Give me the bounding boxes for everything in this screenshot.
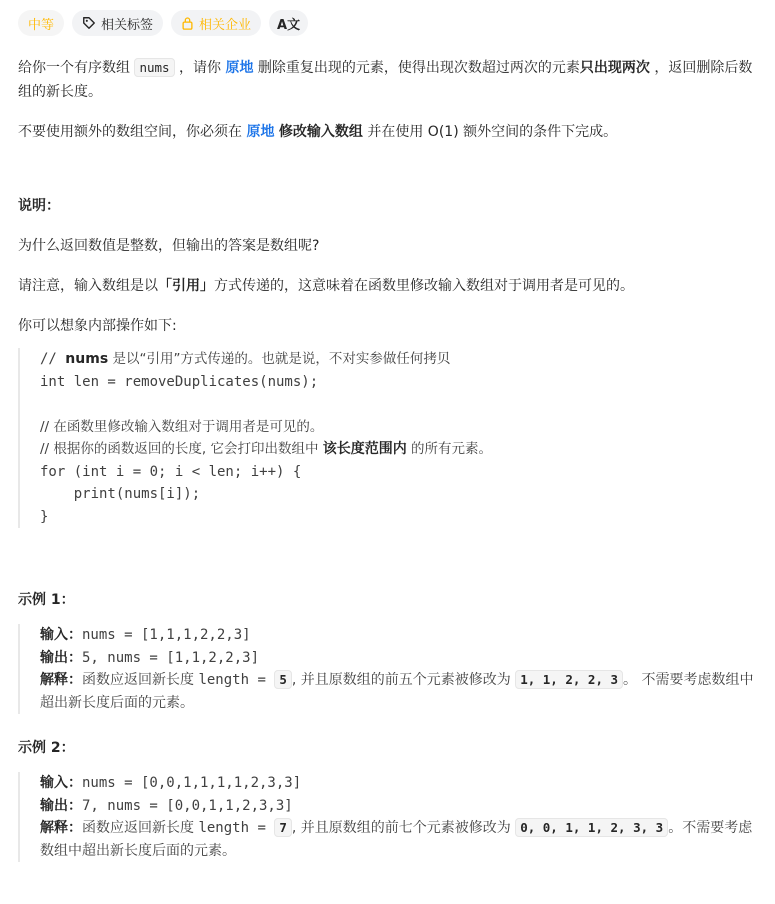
translate-icon: A文 — [277, 17, 301, 33]
input-label: 输入： — [40, 627, 82, 643]
description-paragraph-1 — [18, 56, 759, 104]
related-companies-button[interactable] — [171, 10, 261, 36]
highlight-in-place: 原地 — [225, 60, 254, 76]
text: , 并且原数组的前五个元素被修改为 — [291, 672, 516, 688]
description-paragraph-2 — [18, 120, 759, 144]
code-bold: 该长度范围内 — [322, 441, 407, 457]
text: ，返回删除后数组的新长度。 — [18, 60, 753, 100]
text: 函数应返回新长度 — [82, 672, 199, 688]
inline-code: 7 — [274, 818, 292, 837]
bold-text: 「引用」 — [158, 278, 214, 294]
translate-button[interactable] — [269, 10, 308, 36]
example-2-explanation — [40, 817, 759, 862]
output-value: 7, nums = [0,0,1,1,2,3,3] — [82, 797, 293, 814]
related-tags-button[interactable] — [72, 10, 163, 36]
code-line: int len = removeDuplicates(nums); — [40, 373, 319, 390]
text: 。不需要考虑数组中超出新长度后面的元素。 — [40, 820, 753, 859]
text: 。 不需要考虑数组中超出新长度后面的元素。 — [40, 672, 754, 711]
example-1-input — [40, 624, 759, 647]
explanation-paragraph-1 — [18, 274, 759, 298]
text: 给你一个有序数组 — [18, 60, 135, 76]
code-line: print(nums[i]); — [40, 486, 201, 502]
output-label: 输出： — [40, 797, 82, 814]
code-comment: // 根据你的函数返回的长度, 它会打印出数组中 — [40, 441, 323, 457]
text: ，请你 — [174, 60, 226, 76]
mono-text: length = — [198, 672, 275, 688]
example-1-explanation — [40, 669, 759, 714]
code-comment: 的所有元素。 — [406, 441, 493, 457]
code-line — [40, 348, 759, 371]
lock-icon — [181, 16, 194, 30]
text: , 并且原数组的前七个元素被修改为 — [291, 820, 516, 836]
inline-code: 0, 0, 1, 1, 2, 3, 3 — [515, 818, 668, 837]
example-1-output — [40, 647, 759, 670]
related-tags-label: 相关标签 — [101, 17, 154, 33]
input-label: 输入： — [40, 775, 82, 791]
code-text: // — [40, 351, 66, 367]
tag-row — [18, 10, 759, 36]
inline-code: 1, 1, 2, 2, 3 — [515, 670, 623, 689]
example-2-block — [18, 772, 759, 862]
code-comment: // 在函数里修改输入数组对于调用者是可见的。 — [40, 418, 324, 435]
text: 删除重复出现的元素，使得出现次数超过两次的元素 — [253, 60, 580, 76]
text: 方式传递的，这意味着在函数里修改输入数组对于调用者是可见的。 — [214, 278, 634, 294]
explanation-label: 解释： — [40, 820, 82, 836]
input-value: nums = [1,1,1,2,2,3] — [82, 627, 251, 643]
explanation-label: 解释： — [40, 672, 82, 688]
mono-text: length = — [198, 820, 275, 836]
example-2-input — [40, 772, 759, 795]
code-bold: nums — [65, 351, 109, 367]
output-value: 5, nums = [1,1,2,2,3] — [82, 649, 260, 666]
explanation-paragraph-2: 你可以想象内部操作如下: — [18, 318, 177, 334]
code-line-empty — [40, 393, 759, 416]
bold-text: 只出现两次 — [579, 60, 650, 76]
input-value: nums = [0,0,1,1,1,1,2,3,3] — [82, 775, 302, 791]
example-1-title: 示例 1： — [18, 592, 75, 608]
inline-code: 5 — [274, 670, 292, 689]
code-line — [40, 438, 759, 461]
example-1-block — [18, 624, 759, 714]
text: 请注意，输入数组是以 — [18, 278, 158, 294]
bold-text: 修改输入数组 — [278, 124, 363, 140]
example-2-output — [40, 795, 759, 818]
text: 函数应返回新长度 — [82, 820, 199, 836]
code-line — [40, 416, 759, 439]
code-block — [18, 348, 759, 528]
example-2-title: 示例 2： — [18, 740, 75, 756]
text: 并在使用 O(1) 额外空间的条件下完成。 — [362, 124, 618, 140]
text: 不要使用额外的数组空间，你必须在 — [18, 124, 247, 140]
explanation-question: 为什么返回数值是整数，但输出的答案是数组呢? — [18, 238, 320, 254]
difficulty-badge: 中等 — [18, 10, 64, 36]
related-companies-label: 相关企业 — [199, 17, 252, 33]
tag-icon — [82, 16, 96, 30]
output-label: 输出： — [40, 649, 82, 666]
highlight-in-place: 原地 — [246, 124, 275, 140]
code-comment: 是以“引用”方式传递的。也就是说，不对实参做任何拷贝 — [108, 351, 451, 367]
inline-code-nums: nums — [134, 58, 174, 77]
explanation-title: 说明： — [18, 198, 60, 214]
code-line: for (int i = 0; i < len; i++) { — [40, 463, 302, 480]
code-line: } — [40, 508, 49, 525]
